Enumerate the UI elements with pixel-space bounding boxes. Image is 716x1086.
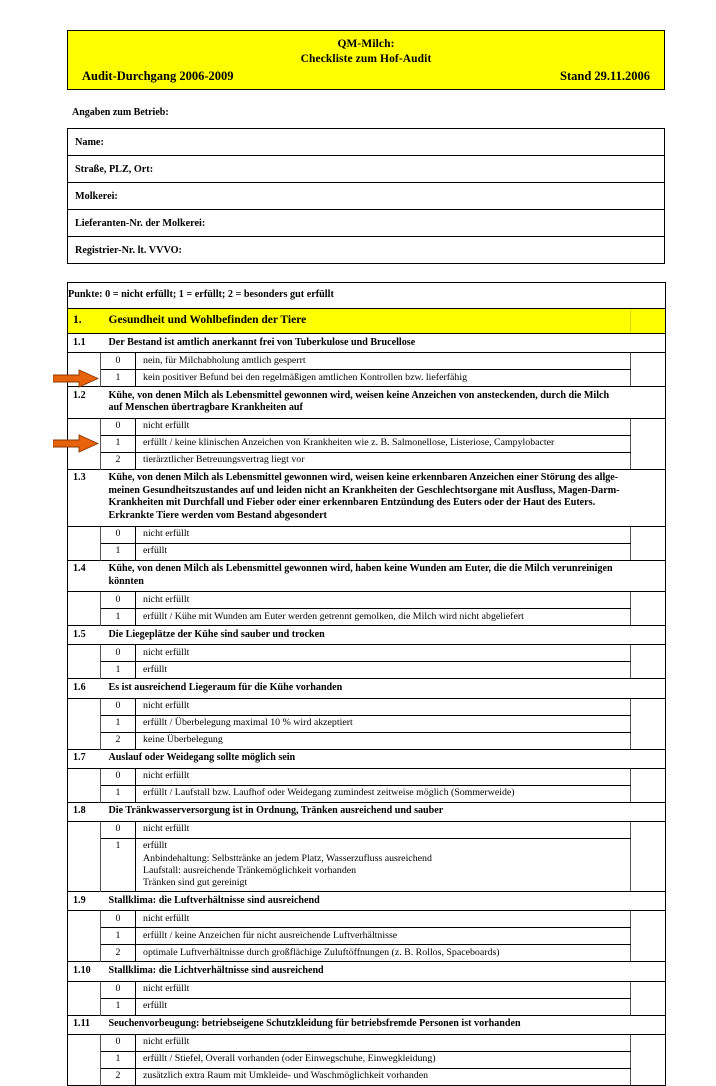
header-title-block xyxy=(68,31,664,67)
question-text: Seuchenvorbeugung: betriebseigene Schutzkleidung für betriebsfremde Personen ist vorhanden xyxy=(101,1015,631,1034)
option-gutter xyxy=(68,353,101,370)
option-text: nicht erfüllt xyxy=(136,821,631,838)
question-text: Kühe, von denen Milch als Lebensmittel gewonnen wird, haben keine Wunden am Euter, die die Milch verunreinigen könnten xyxy=(101,560,631,592)
option-score: 1 xyxy=(101,435,136,452)
option-gutter xyxy=(68,1034,101,1051)
option-extra-line: Tränken sind gut gereinigt xyxy=(143,877,248,889)
option-text: erfüllt / Überbelegung maximal 10 % wird akzeptiert xyxy=(136,715,631,732)
option-score: 0 xyxy=(101,981,136,998)
question-score-cell[interactable] xyxy=(631,1015,666,1034)
option-score-cell[interactable] xyxy=(631,821,666,838)
option-score-cell[interactable] xyxy=(631,838,666,892)
checklist-table xyxy=(67,282,666,1086)
option-row[interactable] xyxy=(68,981,666,998)
option-text: erfüllt / keine Anzeichen für nicht ausreichende Luftverhältnisse xyxy=(136,928,631,945)
option-gutter xyxy=(68,732,101,749)
question-score-cell[interactable] xyxy=(631,962,666,981)
question-text: Der Bestand ist amtlich anerkannt frei von Tuberkulose und Brucellose xyxy=(101,334,631,353)
option-row[interactable] xyxy=(68,698,666,715)
option-score-cell[interactable] xyxy=(631,945,666,962)
option-score: 0 xyxy=(101,911,136,928)
question-score-cell[interactable] xyxy=(631,892,666,911)
option-text: optimale Luftverhältnisse durch großflächige Zuluftöffnungen (z. B. Rollos, Spaceboards) xyxy=(136,945,631,962)
question-row xyxy=(68,892,666,911)
question-row xyxy=(68,749,666,768)
header-meta-row xyxy=(68,69,664,83)
points-legend-row xyxy=(68,283,666,309)
option-score: 0 xyxy=(101,526,136,543)
option-gutter xyxy=(68,435,101,452)
question-number: 1.10 xyxy=(68,962,101,981)
option-score-cell[interactable] xyxy=(631,981,666,998)
option-score-cell[interactable] xyxy=(631,526,666,543)
field-label-name: Name: xyxy=(68,129,665,156)
option-row[interactable] xyxy=(68,662,666,679)
option-row[interactable] xyxy=(68,370,666,387)
option-text: nicht erfüllt xyxy=(136,1034,631,1051)
option-row[interactable] xyxy=(68,911,666,928)
header-title-line1: QM-Milch: xyxy=(337,38,395,50)
option-row[interactable] xyxy=(68,715,666,732)
chapter-title: Gesundheit und Wohlbefinden der Tiere xyxy=(101,309,631,334)
question-score-cell[interactable] xyxy=(631,560,666,592)
option-score: 1 xyxy=(101,609,136,626)
question-text: Die Tränkwasserversorgung ist in Ordnung, Tränken ausreichend und sauber xyxy=(101,802,631,821)
question-score-cell[interactable] xyxy=(631,802,666,821)
option-text: erfüllt xyxy=(136,662,631,679)
question-number: 1.6 xyxy=(68,679,101,698)
question-score-cell[interactable] xyxy=(631,334,666,353)
option-score-cell[interactable] xyxy=(631,609,666,626)
checklist-wrapper xyxy=(67,282,665,1086)
option-score-cell[interactable] xyxy=(631,768,666,785)
option-score-cell[interactable] xyxy=(631,435,666,452)
option-score: 0 xyxy=(101,592,136,609)
table-row xyxy=(68,183,665,210)
option-gutter xyxy=(68,998,101,1015)
field-label-registration-number: Registrier-Nr. lt. VVVO: xyxy=(75,244,182,256)
option-score: 2 xyxy=(101,1068,136,1085)
option-row[interactable] xyxy=(68,609,666,626)
option-score: 0 xyxy=(101,821,136,838)
question-number: 1.7 xyxy=(68,749,101,768)
option-score: 0 xyxy=(101,418,136,435)
option-score-cell[interactable] xyxy=(631,662,666,679)
option-score-cell[interactable] xyxy=(631,698,666,715)
question-number: 1.9 xyxy=(68,892,101,911)
option-text: nicht erfüllt xyxy=(136,645,631,662)
document-header-banner xyxy=(67,30,665,90)
option-text: erfüllt / Laufstall bzw. Laufhof oder Weidegang zumindest zeitweise möglich (Sommerweide) xyxy=(136,785,631,802)
option-score: 0 xyxy=(101,1034,136,1051)
question-score-cell[interactable] xyxy=(631,387,666,419)
question-text: Kühe, von denen Milch als Lebensmittel gewonnen wird, weisen keine Anzeichen von ansteckenden, durch die Milch auf Menschen übertragbare Krankheiten auf xyxy=(101,387,631,419)
option-text: nicht erfüllt xyxy=(136,592,631,609)
question-text: Es ist ausreichend Liegeraum für die Kühe vorhanden xyxy=(101,679,631,698)
option-row[interactable] xyxy=(68,645,666,662)
question-text: Kühe, von denen Milch als Lebensmittel gewonnen wird, weisen keine erkennbaren Anzeichen einer Störung des allge-meinen Gesundheitszustandes auf und leiden nicht an Krankheiten der Geschlechtsorgane mit Ausfluss, Magen-Darm-Krankheiten mit Durchfall und Fieber oder einer erkennbaren Entzündung des Euters oder der Haut des Euters. Erkrankte Tiere werden vom Bestand abgesondert xyxy=(101,469,631,526)
option-gutter xyxy=(68,418,101,435)
option-score: 0 xyxy=(101,353,136,370)
option-score: 1 xyxy=(101,543,136,560)
option-score-cell[interactable] xyxy=(631,353,666,370)
chapter-score-cell xyxy=(631,309,666,334)
chapter-heading-row xyxy=(68,309,666,334)
points-legend-text: Punkte: 0 = nicht erfüllt; 1 = erfüllt; 2 = besonders gut erfüllt xyxy=(68,283,666,309)
option-row[interactable] xyxy=(68,526,666,543)
option-score-cell[interactable] xyxy=(631,732,666,749)
option-text: erfüllt xyxy=(136,998,631,1015)
option-gutter xyxy=(68,911,101,928)
option-text: nicht erfüllt xyxy=(136,698,631,715)
option-score-cell[interactable] xyxy=(631,1051,666,1068)
option-score-cell[interactable] xyxy=(631,418,666,435)
option-gutter xyxy=(68,928,101,945)
option-gutter xyxy=(68,526,101,543)
option-text-multiline xyxy=(136,838,631,892)
question-row xyxy=(68,469,666,526)
option-score: 2 xyxy=(101,452,136,469)
option-score: 0 xyxy=(101,768,136,785)
question-number: 1.8 xyxy=(68,802,101,821)
option-row[interactable] xyxy=(68,452,666,469)
option-score-cell[interactable] xyxy=(631,370,666,387)
table-row xyxy=(68,210,665,237)
option-extra-line: Laufstall: ausreichende Tränkemöglichkeit vorhanden xyxy=(143,865,357,877)
option-text: nicht erfüllt xyxy=(136,768,631,785)
option-row[interactable] xyxy=(68,592,666,609)
question-number: 1.5 xyxy=(68,626,101,645)
option-gutter xyxy=(68,609,101,626)
question-number: 1.1 xyxy=(68,334,101,353)
option-row[interactable] xyxy=(68,1068,666,1085)
option-gutter xyxy=(68,645,101,662)
option-text: nicht erfüllt xyxy=(136,911,631,928)
option-row[interactable] xyxy=(68,785,666,802)
option-row[interactable] xyxy=(68,418,666,435)
option-score-cell[interactable] xyxy=(631,928,666,945)
option-text: tierärztlicher Betreuungsvertrag liegt vor xyxy=(136,452,631,469)
question-row xyxy=(68,560,666,592)
option-row[interactable] xyxy=(68,945,666,962)
option-gutter xyxy=(68,698,101,715)
option-score: 0 xyxy=(101,645,136,662)
table-row xyxy=(68,129,665,156)
question-row xyxy=(68,962,666,981)
option-row[interactable] xyxy=(68,732,666,749)
question-number: 1.3 xyxy=(68,469,101,526)
option-score-cell[interactable] xyxy=(631,543,666,560)
option-text: erfüllt / keine klinischen Anzeichen von Krankheiten wie z. B. Salmonellose, Listeriose, Campylobacter xyxy=(136,435,631,452)
version-date-label: Stand 29.11.2006 xyxy=(560,69,650,83)
option-gutter xyxy=(68,452,101,469)
question-text: Stallklima: die Lichtverhältnisse sind ausreichend xyxy=(101,962,631,981)
question-text: Auslauf oder Weidegang sollte möglich sein xyxy=(101,749,631,768)
question-row xyxy=(68,679,666,698)
question-score-cell[interactable] xyxy=(631,469,666,526)
spacer xyxy=(67,264,665,282)
question-row xyxy=(68,626,666,645)
business-section-caption: Angaben zum Betrieb: xyxy=(72,107,169,118)
option-row[interactable] xyxy=(68,768,666,785)
option-gutter xyxy=(68,768,101,785)
option-text: erfüllt xyxy=(136,543,631,560)
option-row[interactable] xyxy=(68,1051,666,1068)
option-gutter xyxy=(68,1051,101,1068)
question-text: Stallklima: die Luftverhältnisse sind ausreichend xyxy=(101,892,631,911)
option-score: 1 xyxy=(101,928,136,945)
option-text: nicht erfüllt xyxy=(136,418,631,435)
option-text: erfüllt xyxy=(143,840,168,852)
option-score: 1 xyxy=(101,715,136,732)
option-score-cell[interactable] xyxy=(631,785,666,802)
question-score-cell[interactable] xyxy=(631,626,666,645)
option-score: 1 xyxy=(101,370,136,387)
field-label-supplier-number: Lieferanten-Nr. der Molkerei: xyxy=(68,210,665,237)
option-score: 1 xyxy=(101,838,136,892)
option-score-cell[interactable] xyxy=(631,998,666,1015)
option-row[interactable] xyxy=(68,821,666,838)
option-score: 1 xyxy=(101,785,136,802)
option-score: 2 xyxy=(101,945,136,962)
option-gutter xyxy=(68,662,101,679)
table-row xyxy=(68,156,665,183)
field-label-dairy: Molkerei: xyxy=(68,183,665,210)
option-score: 0 xyxy=(101,698,136,715)
business-info-table xyxy=(67,128,665,264)
table-row xyxy=(68,237,665,264)
option-score-cell[interactable] xyxy=(631,715,666,732)
option-score-cell[interactable] xyxy=(631,452,666,469)
option-score-cell[interactable] xyxy=(631,1034,666,1051)
option-score-cell[interactable] xyxy=(631,1068,666,1085)
option-text: nein, für Milchabholung amtlich gesperrt xyxy=(136,353,631,370)
option-row[interactable] xyxy=(68,1034,666,1051)
option-gutter xyxy=(68,715,101,732)
option-text: kein positiver Befund bei den regelmäßigen amtlichen Kontrollen bzw. lieferfähig xyxy=(136,370,631,387)
option-row[interactable] xyxy=(68,543,666,560)
option-text: erfüllt / Stiefel, Overall vorhanden (oder Einwegschuhe, Einwegkleidung) xyxy=(136,1051,631,1068)
option-score: 1 xyxy=(101,1051,136,1068)
option-text: nicht erfüllt xyxy=(136,526,631,543)
option-gutter xyxy=(68,785,101,802)
option-text: erfüllt / Kühe mit Wunden am Euter werden getrennt gemolken, die Milch wird nicht abgeliefert xyxy=(136,609,631,626)
option-row[interactable] xyxy=(68,838,666,892)
option-score-cell[interactable] xyxy=(631,911,666,928)
question-row xyxy=(68,1015,666,1034)
option-row[interactable] xyxy=(68,998,666,1015)
question-number: 1.11 xyxy=(68,1015,101,1034)
chapter-number: 1. xyxy=(68,309,101,334)
option-gutter xyxy=(68,981,101,998)
option-gutter xyxy=(68,543,101,560)
option-gutter xyxy=(68,945,101,962)
field-label-address: Straße, PLZ, Ort: xyxy=(68,156,665,183)
option-score: 1 xyxy=(101,998,136,1015)
header-title-line2: Checkliste zum Hof-Audit xyxy=(300,53,432,65)
question-row xyxy=(68,802,666,821)
option-score: 2 xyxy=(101,732,136,749)
option-gutter xyxy=(68,838,101,892)
option-gutter xyxy=(68,592,101,609)
option-text: nicht erfüllt xyxy=(136,981,631,998)
question-row xyxy=(68,387,666,419)
option-gutter xyxy=(68,821,101,838)
option-score-cell[interactable] xyxy=(631,592,666,609)
question-row xyxy=(68,334,666,353)
audit-period-label: Audit-Durchgang 2006-2009 xyxy=(82,69,234,83)
option-text: zusätzlich extra Raum mit Umkleide- und Waschmöglichkeit vorhanden xyxy=(136,1068,631,1085)
question-number: 1.2 xyxy=(68,387,101,419)
question-number: 1.4 xyxy=(68,560,101,592)
question-text: Die Liegeplätze der Kühe sind sauber und trocken xyxy=(101,626,631,645)
option-row[interactable] xyxy=(68,353,666,370)
question-score-cell[interactable] xyxy=(631,679,666,698)
option-score: 1 xyxy=(101,662,136,679)
option-extra-line: Anbindehaltung: Selbsttränke an jedem Platz, Wasserzufluss ausreichend xyxy=(143,852,432,864)
option-score-cell[interactable] xyxy=(631,645,666,662)
option-gutter xyxy=(68,1068,101,1085)
option-gutter xyxy=(68,370,101,387)
option-row[interactable] xyxy=(68,928,666,945)
option-row[interactable] xyxy=(68,435,666,452)
question-score-cell[interactable] xyxy=(631,749,666,768)
option-text: keine Überbelegung xyxy=(136,732,631,749)
